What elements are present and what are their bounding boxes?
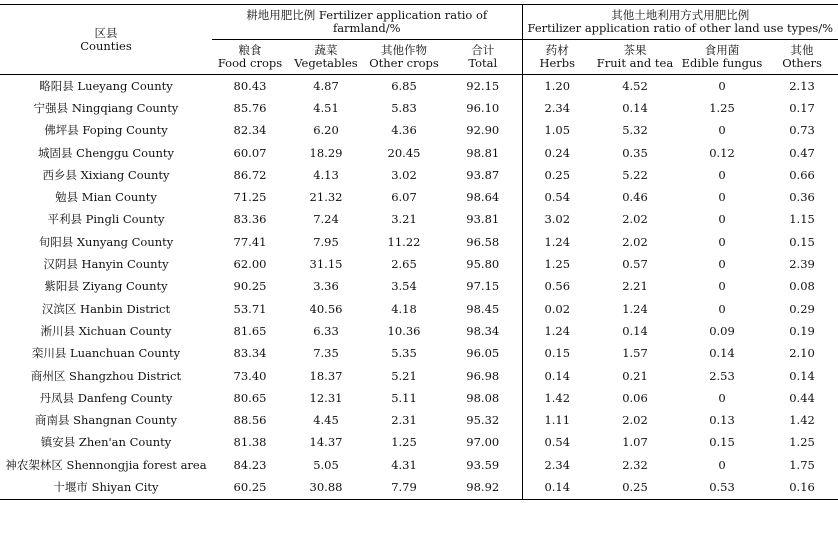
value-cell: 11.22 [364, 231, 444, 253]
col-header [766, 40, 838, 75]
value-cell: 5.11 [364, 387, 444, 409]
col-zh: 其他 [766, 44, 838, 57]
value-cell: 2.02 [592, 209, 678, 231]
county-cell: 勉县 Mian County [0, 186, 212, 208]
value-cell: 0.14 [522, 365, 592, 387]
value-cell: 4.51 [288, 97, 364, 119]
value-cell: 0.47 [766, 142, 838, 164]
value-cell: 0.12 [678, 142, 766, 164]
value-cell: 0.14 [592, 97, 678, 119]
value-cell: 0.44 [766, 387, 838, 409]
value-cell: 30.88 [288, 476, 364, 499]
value-cell: 7.95 [288, 231, 364, 253]
table-row [0, 97, 838, 119]
value-cell: 0 [678, 209, 766, 231]
table-row [0, 276, 838, 298]
county-cell: 佛坪县 Foping County [0, 120, 212, 142]
value-cell: 88.56 [212, 409, 288, 431]
value-cell: 5.83 [364, 97, 444, 119]
county-cell: 栾川县 Luanchuan County [0, 343, 212, 365]
county-cell: 镇安县 Zhen'an County [0, 432, 212, 454]
value-cell: 84.23 [212, 454, 288, 476]
value-cell: 3.02 [522, 209, 592, 231]
value-cell: 98.45 [444, 298, 522, 320]
value-cell: 0.35 [592, 142, 678, 164]
col-zh: 其他作物 [364, 44, 444, 57]
value-cell: 6.07 [364, 186, 444, 208]
value-cell: 97.00 [444, 432, 522, 454]
value-cell: 4.18 [364, 298, 444, 320]
value-cell: 80.65 [212, 387, 288, 409]
value-cell: 3.54 [364, 276, 444, 298]
value-cell: 18.37 [288, 365, 364, 387]
table-row [0, 253, 838, 275]
value-cell: 81.38 [212, 432, 288, 454]
col-en: Total [444, 57, 522, 70]
col-header [678, 40, 766, 75]
value-cell: 0.66 [766, 164, 838, 186]
col-zh: 合计 [444, 44, 522, 57]
value-cell: 1.75 [766, 454, 838, 476]
header-other-group-zh: 其他土地利用方式用肥比例 [523, 9, 838, 22]
value-cell: 7.79 [364, 476, 444, 499]
value-cell: 0 [678, 276, 766, 298]
table-row [0, 432, 838, 454]
table-row [0, 454, 838, 476]
value-cell: 12.31 [288, 387, 364, 409]
value-cell: 2.21 [592, 276, 678, 298]
value-cell: 1.15 [766, 209, 838, 231]
value-cell: 0.15 [678, 432, 766, 454]
value-cell: 86.72 [212, 164, 288, 186]
value-cell: 0.15 [522, 343, 592, 365]
value-cell: 4.87 [288, 75, 364, 98]
value-cell: 2.53 [678, 365, 766, 387]
county-cell: 汉滨区 Hanbin District [0, 298, 212, 320]
value-cell: 92.90 [444, 120, 522, 142]
value-cell: 1.25 [364, 432, 444, 454]
value-cell: 0.46 [592, 186, 678, 208]
header-counties-zh: 区县 [0, 27, 212, 40]
county-cell: 神农架林区 Shennongjia forest area [0, 454, 212, 476]
value-cell: 98.81 [444, 142, 522, 164]
county-cell: 十堰市 Shiyan City [0, 476, 212, 499]
value-cell: 0.24 [522, 142, 592, 164]
table-row [0, 120, 838, 142]
value-cell: 0.14 [522, 476, 592, 499]
value-cell: 0.29 [766, 298, 838, 320]
col-header [364, 40, 444, 75]
table-row [0, 75, 838, 98]
col-en: Other crops [364, 57, 444, 70]
county-cell: 商南县 Shangnan County [0, 409, 212, 431]
value-cell: 1.07 [592, 432, 678, 454]
value-cell: 1.24 [522, 320, 592, 342]
col-zh: 粮食 [212, 44, 288, 57]
value-cell: 0 [678, 75, 766, 98]
header-other-group-en: Fertilizer application ratio of other land use types/% [523, 22, 838, 35]
value-cell: 1.25 [678, 97, 766, 119]
value-cell: 0.15 [766, 231, 838, 253]
table-row [0, 365, 838, 387]
table-row [0, 209, 838, 231]
county-cell: 城固县 Chenggu County [0, 142, 212, 164]
value-cell: 0.54 [522, 432, 592, 454]
county-cell: 丹凤县 Danfeng County [0, 387, 212, 409]
value-cell: 96.10 [444, 97, 522, 119]
value-cell: 0 [678, 120, 766, 142]
value-cell: 98.34 [444, 320, 522, 342]
col-en: Food crops [212, 57, 288, 70]
value-cell: 1.25 [766, 432, 838, 454]
header-counties [0, 5, 212, 75]
value-cell: 0.08 [766, 276, 838, 298]
value-cell: 1.42 [522, 387, 592, 409]
col-header [592, 40, 678, 75]
value-cell: 20.45 [364, 142, 444, 164]
col-zh: 药材 [523, 44, 593, 57]
value-cell: 2.39 [766, 253, 838, 275]
value-cell: 2.10 [766, 343, 838, 365]
value-cell: 95.80 [444, 253, 522, 275]
table-row [0, 476, 838, 499]
value-cell: 5.05 [288, 454, 364, 476]
value-cell: 1.24 [592, 298, 678, 320]
value-cell: 2.02 [592, 231, 678, 253]
value-cell: 2.31 [364, 409, 444, 431]
value-cell: 98.92 [444, 476, 522, 499]
value-cell: 4.52 [592, 75, 678, 98]
value-cell: 5.32 [592, 120, 678, 142]
table-row [0, 387, 838, 409]
col-en: Edible fungus [678, 57, 766, 70]
value-cell: 0.14 [678, 343, 766, 365]
header-farmland-group: 耕地用肥比例 Fertilizer application ratio of farmland/% [212, 5, 522, 40]
value-cell: 71.25 [212, 186, 288, 208]
value-cell: 0.19 [766, 320, 838, 342]
value-cell: 0 [678, 164, 766, 186]
value-cell: 1.24 [522, 231, 592, 253]
county-cell: 宁强县 Ningqiang County [0, 97, 212, 119]
col-zh: 茶果 [592, 44, 678, 57]
value-cell: 18.29 [288, 142, 364, 164]
table-row [0, 409, 838, 431]
value-cell: 2.13 [766, 75, 838, 98]
value-cell: 0 [678, 253, 766, 275]
county-cell: 紫阳县 Ziyang County [0, 276, 212, 298]
value-cell: 1.20 [522, 75, 592, 98]
value-cell: 0.25 [592, 476, 678, 499]
value-cell: 2.65 [364, 253, 444, 275]
value-cell: 4.13 [288, 164, 364, 186]
value-cell: 95.32 [444, 409, 522, 431]
county-cell: 商州区 Shangzhou District [0, 365, 212, 387]
col-en: Vegetables [288, 57, 364, 70]
value-cell: 73.40 [212, 365, 288, 387]
county-cell: 淅川县 Xichuan County [0, 320, 212, 342]
value-cell: 4.36 [364, 120, 444, 142]
value-cell: 3.21 [364, 209, 444, 231]
col-header [444, 40, 522, 75]
value-cell: 2.34 [522, 454, 592, 476]
value-cell: 1.05 [522, 120, 592, 142]
value-cell: 0 [678, 186, 766, 208]
value-cell: 0 [678, 231, 766, 253]
value-cell: 0.17 [766, 97, 838, 119]
value-cell: 3.36 [288, 276, 364, 298]
value-cell: 5.35 [364, 343, 444, 365]
value-cell: 4.31 [364, 454, 444, 476]
value-cell: 2.32 [592, 454, 678, 476]
value-cell: 3.02 [364, 164, 444, 186]
value-cell: 0 [678, 454, 766, 476]
value-cell: 6.85 [364, 75, 444, 98]
value-cell: 0 [678, 387, 766, 409]
value-cell: 93.87 [444, 164, 522, 186]
col-zh: 蔬菜 [288, 44, 364, 57]
value-cell: 96.05 [444, 343, 522, 365]
county-cell: 略阳县 Lueyang County [0, 75, 212, 98]
value-cell: 96.58 [444, 231, 522, 253]
col-en: Herbs [523, 57, 593, 70]
value-cell: 83.34 [212, 343, 288, 365]
value-cell: 98.64 [444, 186, 522, 208]
value-cell: 2.34 [522, 97, 592, 119]
value-cell: 0 [678, 298, 766, 320]
table-row [0, 142, 838, 164]
value-cell: 53.71 [212, 298, 288, 320]
value-cell: 62.00 [212, 253, 288, 275]
value-cell: 97.15 [444, 276, 522, 298]
value-cell: 4.45 [288, 409, 364, 431]
col-en: Fruit and tea [592, 57, 678, 70]
value-cell: 14.37 [288, 432, 364, 454]
value-cell: 0.57 [592, 253, 678, 275]
value-cell: 1.25 [522, 253, 592, 275]
value-cell: 40.56 [288, 298, 364, 320]
table-row [0, 320, 838, 342]
table-row [0, 343, 838, 365]
value-cell: 0.14 [766, 365, 838, 387]
value-cell: 81.65 [212, 320, 288, 342]
col-header [288, 40, 364, 75]
value-cell: 93.81 [444, 209, 522, 231]
value-cell: 0.54 [522, 186, 592, 208]
value-cell: 7.24 [288, 209, 364, 231]
value-cell: 0.21 [592, 365, 678, 387]
value-cell: 6.20 [288, 120, 364, 142]
county-cell: 旬阳县 Xunyang County [0, 231, 212, 253]
value-cell: 82.34 [212, 120, 288, 142]
value-cell: 0.09 [678, 320, 766, 342]
value-cell: 0.53 [678, 476, 766, 499]
table-row [0, 231, 838, 253]
county-cell: 西乡县 Xixiang County [0, 164, 212, 186]
col-header [212, 40, 288, 75]
value-cell: 0.13 [678, 409, 766, 431]
value-cell: 80.43 [212, 75, 288, 98]
value-cell: 96.98 [444, 365, 522, 387]
value-cell: 6.33 [288, 320, 364, 342]
value-cell: 77.41 [212, 231, 288, 253]
table-row [0, 186, 838, 208]
value-cell: 0.06 [592, 387, 678, 409]
value-cell: 2.02 [592, 409, 678, 431]
value-cell: 1.42 [766, 409, 838, 431]
value-cell: 10.36 [364, 320, 444, 342]
value-cell: 60.07 [212, 142, 288, 164]
value-cell: 85.76 [212, 97, 288, 119]
value-cell: 0.56 [522, 276, 592, 298]
value-cell: 7.35 [288, 343, 364, 365]
county-cell: 平利县 Pingli County [0, 209, 212, 231]
county-cell: 汉阴县 Hanyin County [0, 253, 212, 275]
value-cell: 93.59 [444, 454, 522, 476]
value-cell: 0.73 [766, 120, 838, 142]
col-en: Others [766, 57, 838, 70]
value-cell: 92.15 [444, 75, 522, 98]
value-cell: 31.15 [288, 253, 364, 275]
table-row [0, 164, 838, 186]
table-body [0, 75, 838, 500]
fertilizer-ratio-table [0, 4, 838, 500]
header-other-group [522, 5, 838, 40]
value-cell: 60.25 [212, 476, 288, 499]
value-cell: 1.57 [592, 343, 678, 365]
value-cell: 1.11 [522, 409, 592, 431]
value-cell: 0.25 [522, 164, 592, 186]
value-cell: 0.16 [766, 476, 838, 499]
col-header [522, 40, 592, 75]
value-cell: 0.14 [592, 320, 678, 342]
value-cell: 5.22 [592, 164, 678, 186]
header-counties-en: Counties [0, 40, 212, 53]
value-cell: 0.02 [522, 298, 592, 320]
value-cell: 83.36 [212, 209, 288, 231]
value-cell: 90.25 [212, 276, 288, 298]
value-cell: 98.08 [444, 387, 522, 409]
value-cell: 0.36 [766, 186, 838, 208]
value-cell: 21.32 [288, 186, 364, 208]
col-zh: 食用菌 [678, 44, 766, 57]
value-cell: 5.21 [364, 365, 444, 387]
table-row [0, 298, 838, 320]
